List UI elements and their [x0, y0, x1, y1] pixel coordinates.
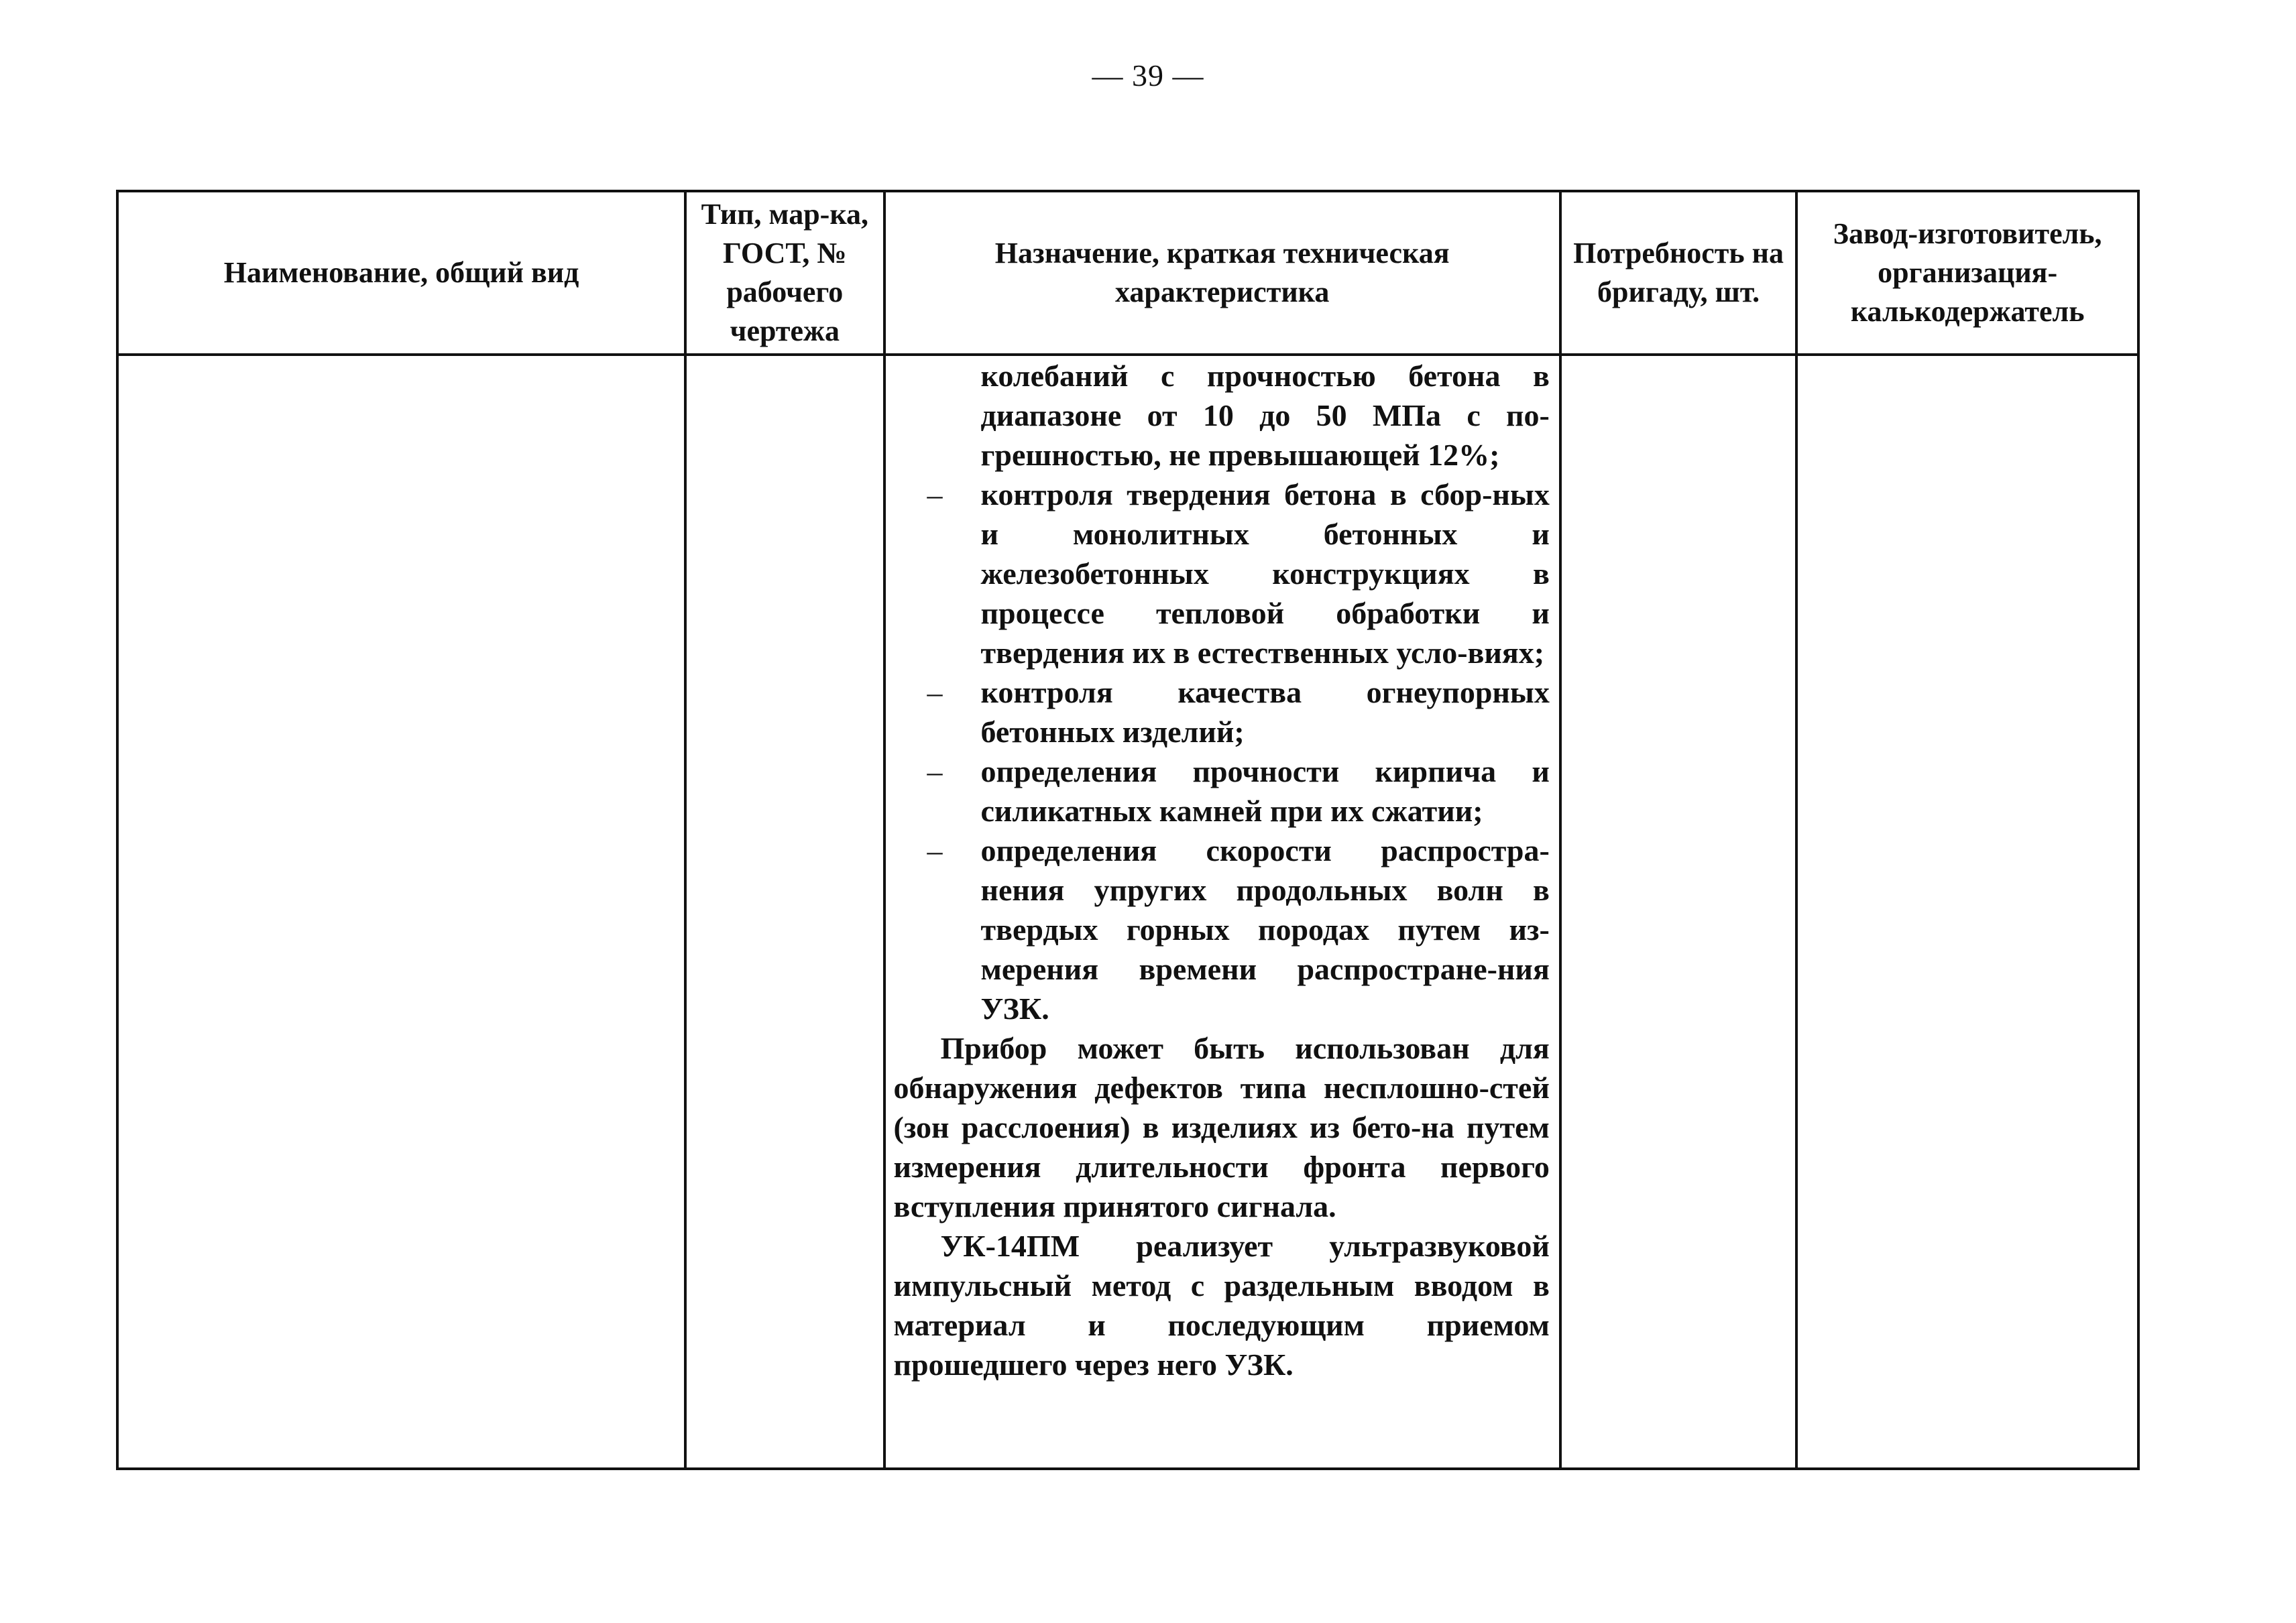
purpose-text — [886, 356, 1559, 1384]
cell-maker — [1796, 355, 2138, 1469]
table-header-row — [117, 191, 2138, 355]
cell-type — [685, 355, 884, 1469]
table-row — [117, 355, 2138, 1469]
header-type: Тип, мар-ка, ГОСТ, № рабочего чертежа — [685, 191, 884, 355]
purpose-paragraph: Прибор может быть использован для обнаружения дефектов типа несплошно-стей (зон расслоения) в изделиях из бето-на путем измерения длительности фронта первого вступления принятого сигнала. — [893, 1031, 1550, 1223]
purpose-list-item: – контроля качества огнеупорных бетонных изделий; — [927, 675, 1550, 749]
purpose-list-item-text: контроля твердения бетона в сбор-ных и монолитных бетонных и железобетонных конструкциях в процессе тепловой обработки и твердения их в естественных усло-виях; — [980, 477, 1550, 670]
header-purpose: Назначение, краткая техническая характеристика — [884, 191, 1560, 355]
cell-purpose — [884, 355, 1560, 1469]
purpose-list-item: – определения прочности кирпича и силикатных камней при их сжатии; — [927, 754, 1550, 828]
header-need: Потребность на бригаду, шт. — [1560, 191, 1796, 355]
purpose-list-item: – определения скорости распростра-нения упругих продольных волн в твердых горных породах путем из-мерения времени распростране-ния УЗК. — [927, 833, 1550, 1026]
header-name: Наименование, общий вид — [117, 191, 685, 355]
purpose-list-item: – контроля твердения бетона в сбор-ных и монолитных бетонных и железобетонных конструкциях в процессе тепловой обработки и твердения их в естественных усло-виях; — [927, 477, 1550, 670]
header-maker: Завод-изготовитель, организация-калькодержатель — [1796, 191, 2138, 355]
purpose-list-item-text: определения скорости распростра-нения упругих продольных волн в твердых горных породах путем из-мерения времени распростране-ния УЗК. — [980, 833, 1550, 1026]
cell-name — [117, 355, 685, 1469]
cell-need — [1560, 355, 1796, 1469]
purpose-list-item-text: определения прочности кирпича и силикатных камней при их сжатии; — [980, 754, 1550, 828]
purpose-paragraph: УК-14ПМ реализует ультразвуковой импульсный метод с раздельным вводом в материал и последующим приемом прошедшего через него УЗК. — [893, 1229, 1550, 1382]
page-number: — 39 — — [1092, 58, 1204, 93]
purpose-continuation: колебаний с прочностью бетона в диапазоне от 10 до 50 МПа с по-грешностью, не превышающей 12%; — [980, 359, 1550, 472]
purpose-list-item-text: контроля качества огнеупорных бетонных изделий; — [980, 675, 1550, 749]
equipment-table — [116, 190, 2140, 1470]
